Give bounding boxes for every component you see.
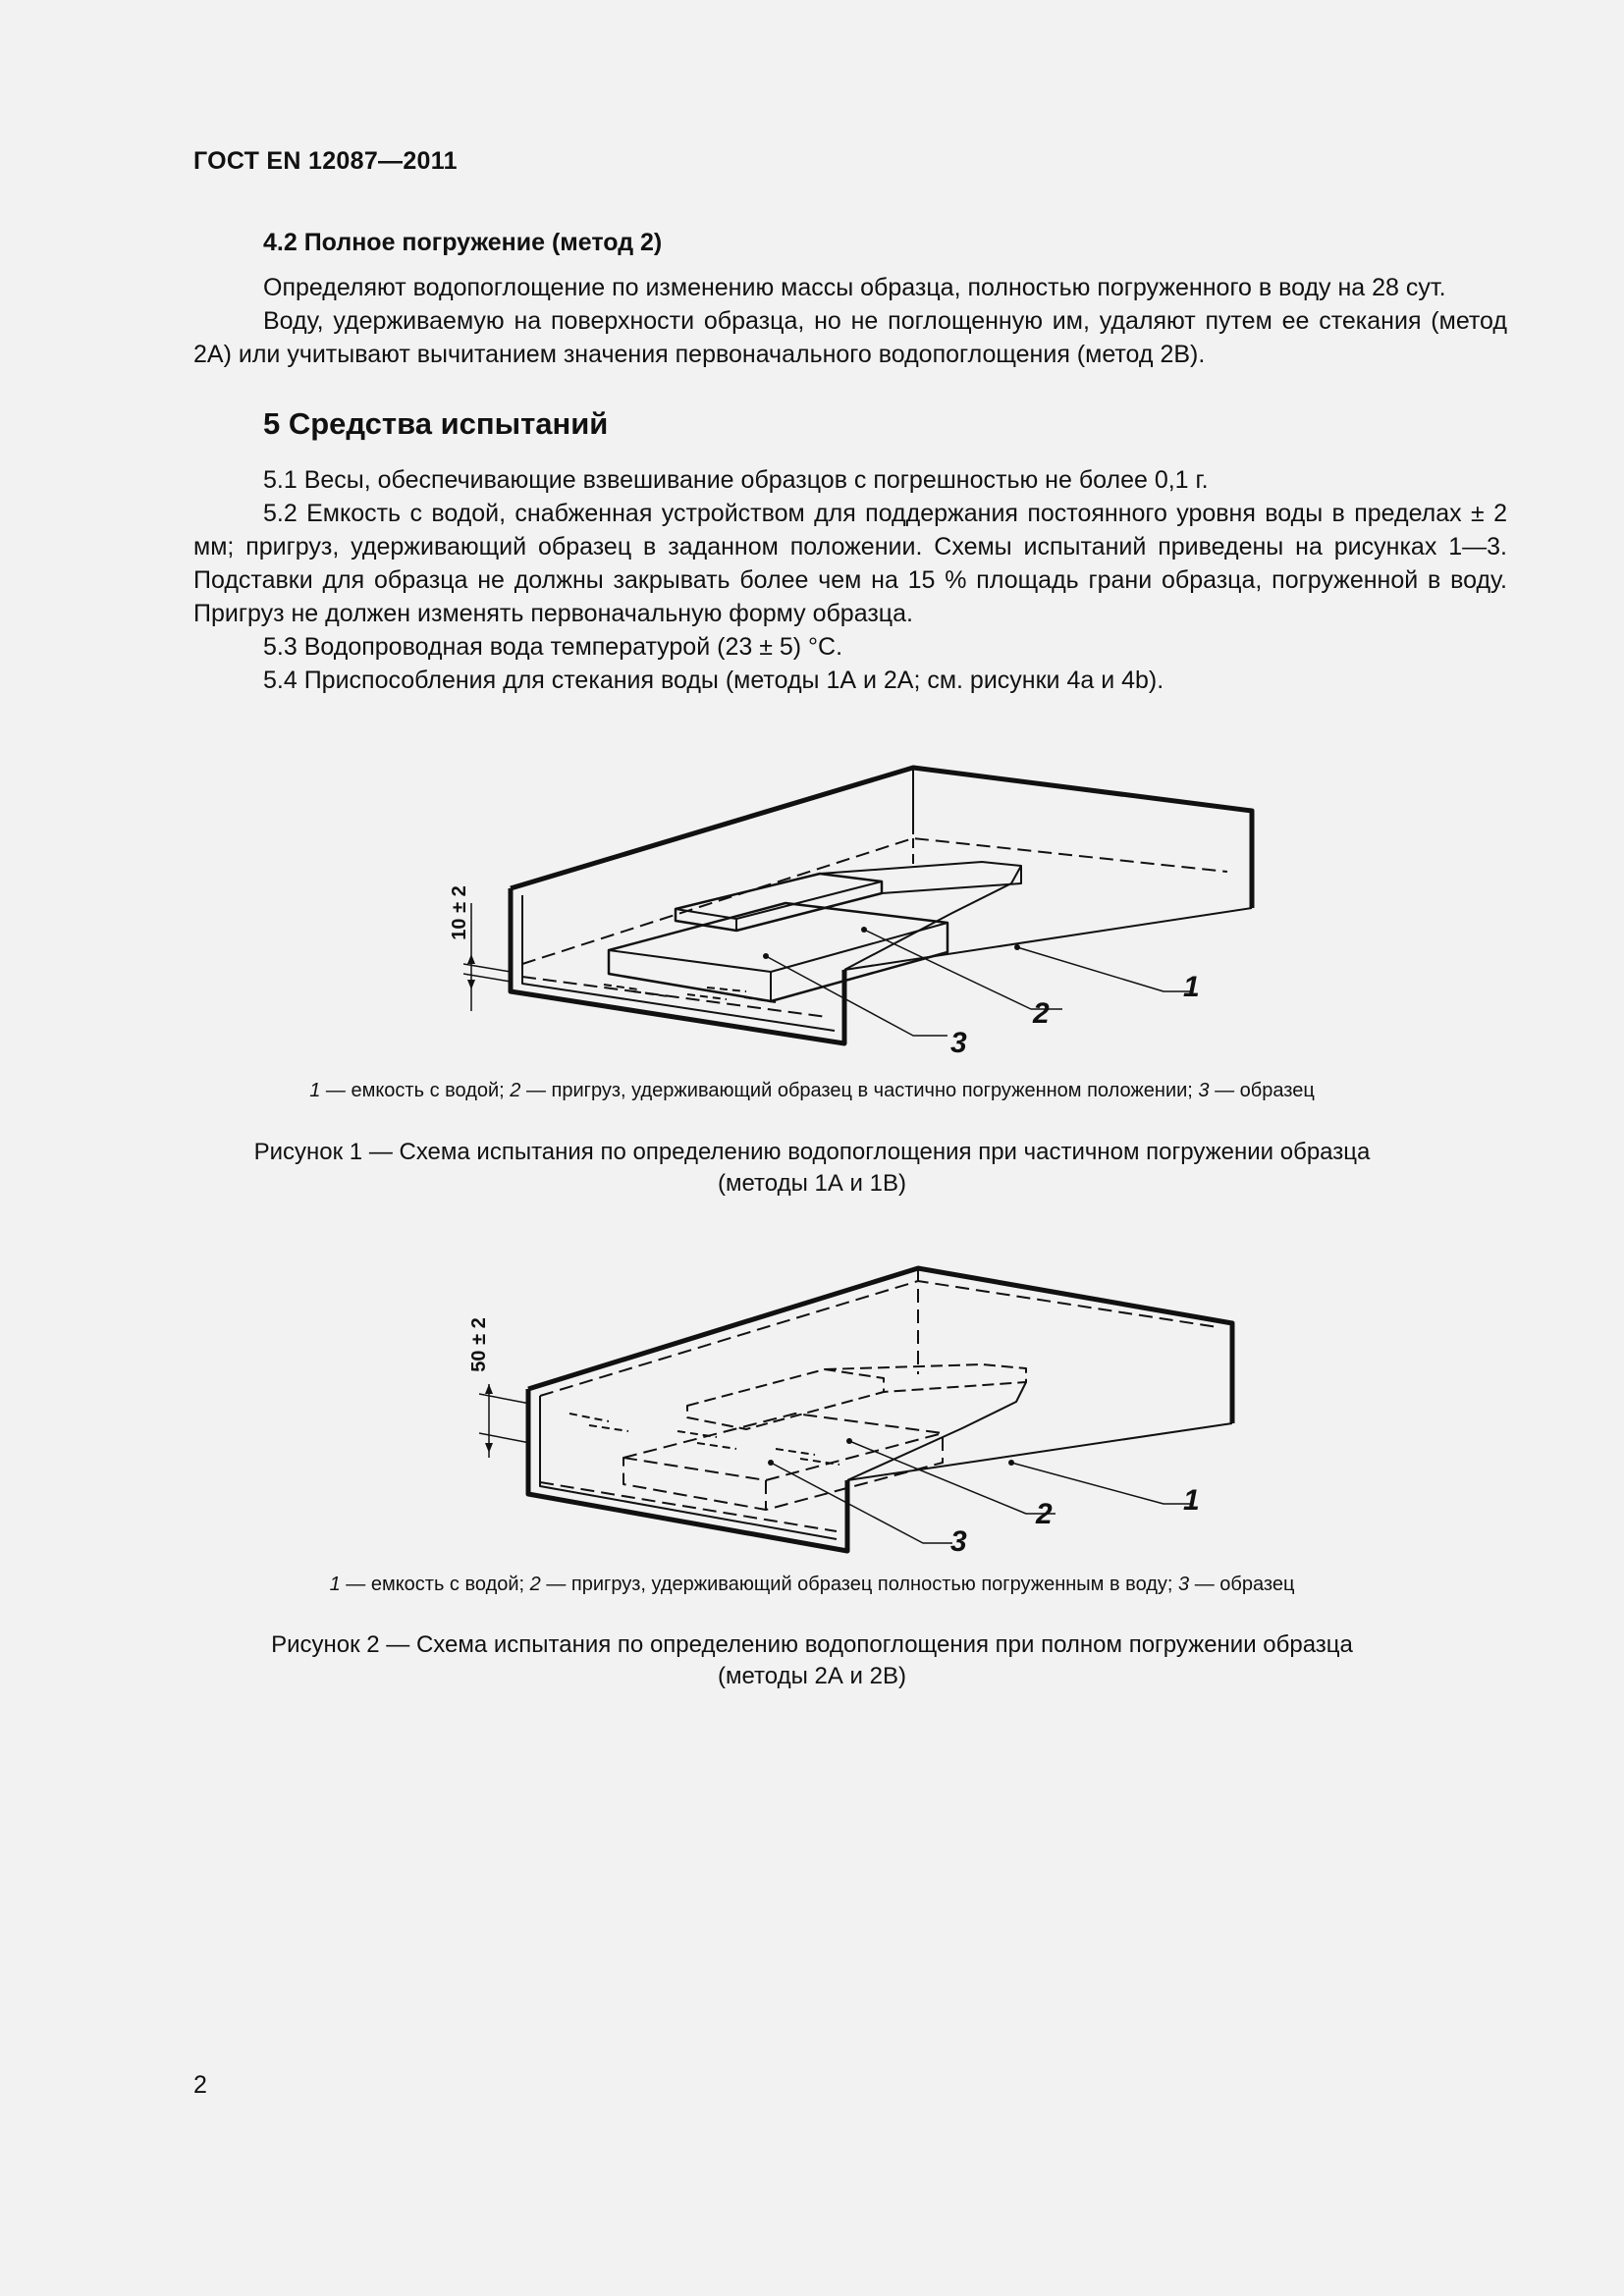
callout-2: 2 (1036, 1498, 1053, 1530)
legend-key: 2 (510, 1080, 521, 1101)
figure-2-drawing (452, 1256, 1286, 1571)
paragraph: Определяют водопоглощение по изменению массы образца, полностью погруженного в воду на 28 сут. (263, 274, 1446, 301)
paragraph: 5.1 Весы, обеспечивающие взвешивание образцов с погрешностью не более 0,1 г. (263, 466, 1209, 494)
legend-key: 3 (1198, 1080, 1210, 1101)
legend-text: — пригруз, удерживающий образец полностью погруженным в воду; (540, 1574, 1179, 1595)
callout-3: 3 (950, 1027, 967, 1059)
figure-1 (0, 756, 1624, 1090)
figure-2-legend (0, 1574, 1624, 1596)
document-header: ГОСТ EN 12087—2011 (193, 147, 458, 175)
figure-2 (0, 1256, 1624, 1590)
legend-key: 2 (529, 1574, 541, 1595)
dimension-label: 10 ± 2 (449, 885, 470, 940)
caption-line: (методы 2А и 2В) (718, 1663, 906, 1689)
caption-line: Рисунок 2 — Схема испытания по определению водопоглощения при полном погружении образца (271, 1631, 1353, 1658)
figure-1-legend (0, 1080, 1624, 1102)
legend-text: — емкость с водой; (340, 1574, 530, 1595)
body-text (193, 226, 1507, 697)
subsection-heading-4-2: 4.2 Полное погружение (метод 2) (263, 229, 663, 256)
section-heading-5: 5 Средства испытаний (263, 406, 609, 441)
legend-text: — пригруз, удерживающий образец в частично погруженном положении; (520, 1080, 1199, 1101)
figure-1-caption (0, 1137, 1624, 1200)
dimension-label: 50 ± 2 (468, 1317, 490, 1372)
paragraph: 5.3 Водопроводная вода температурой (23 ± 5) °С. (263, 633, 843, 661)
legend-text: — образец (1209, 1080, 1315, 1101)
callout-3: 3 (950, 1525, 967, 1558)
legend-text: — образец (1189, 1574, 1295, 1595)
paragraph: 5.4 Приспособления для стекания воды (методы 1А и 2А; см. рисунки 4а и 4b). (263, 667, 1164, 694)
figure-2-caption (0, 1629, 1624, 1692)
legend-key: 1 (309, 1080, 321, 1101)
legend-text: — емкость с водой; (320, 1080, 511, 1101)
callout-2: 2 (1033, 997, 1050, 1030)
caption-line: Рисунок 1 — Схема испытания по определению водопоглощения при частичном погружении образца (253, 1139, 1371, 1165)
page-number: 2 (193, 2071, 207, 2099)
legend-key: 1 (329, 1574, 341, 1595)
paragraph: Воду, удерживаемую на поверхности образца, но не поглощенную им, удаляют путем ее стекания (метод 2А) или учитывают вычитанием значения первоначального водопоглощения (метод 2В). (193, 307, 1507, 368)
callout-1: 1 (1183, 971, 1200, 1003)
legend-key: 3 (1178, 1574, 1190, 1595)
paragraph: 5.2 Емкость с водой, снабженная устройством для поддержания постоянного уровня воды в пределах ± 2 мм; пригруз, удерживающий образец в заданном положении. Схемы испытаний приведены на рисунках 1—3. Подставки для образца не должны закрывать более чем на 15 % площадь грани образца, погруженной в воду. Пригруз не должен изменять первоначальную форму образца. (193, 500, 1507, 627)
callout-1: 1 (1183, 1484, 1200, 1517)
figure-1-drawing (432, 756, 1276, 1070)
caption-line: (методы 1А и 1В) (718, 1170, 906, 1197)
